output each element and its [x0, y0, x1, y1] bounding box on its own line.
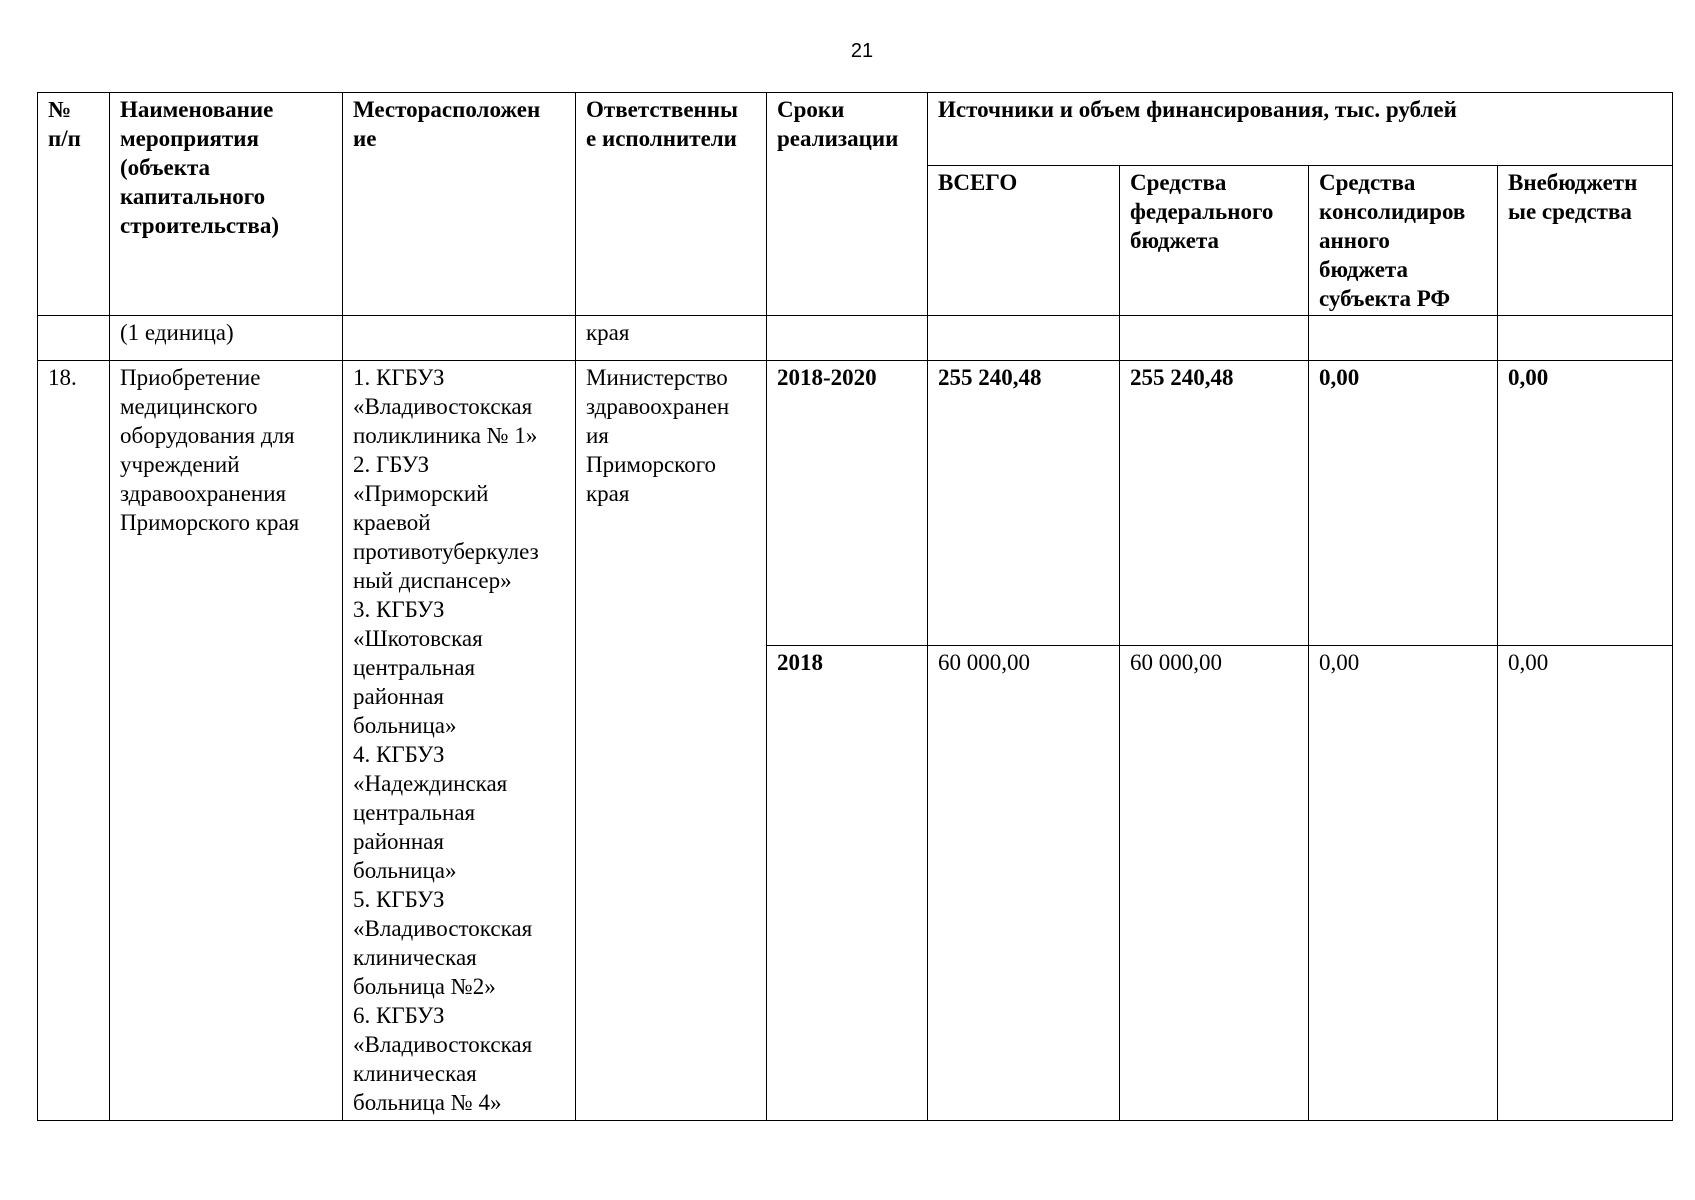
- row18-federal-all: 255 240,48: [1120, 361, 1309, 646]
- row18-federal-2018: 60 000,00: [1120, 646, 1309, 1121]
- page-number: 21: [850, 40, 874, 62]
- row18-total-2018: 60 000,00: [928, 646, 1120, 1121]
- row18-consolidated-2018: 0,00: [1309, 646, 1498, 1121]
- row18-extrabudget-all: 0,00: [1498, 361, 1673, 646]
- header-terms: Сроки реализации: [767, 93, 928, 316]
- table-row: [38, 361, 1673, 646]
- cont-responsible: края: [576, 316, 767, 361]
- row18-term-total: 2018-2020: [767, 361, 928, 646]
- cont-num: [38, 316, 110, 361]
- row18-num: 18.: [38, 361, 110, 1121]
- header-responsible: Ответственны е исполнители: [576, 93, 767, 316]
- row18-location: 1. КГБУЗ «Владивостокская поликлиника № 1» 2. ГБУЗ «Приморский краевой противотуберкулез ный диспансер» 3. КГБУЗ «Шкотовская центральная районная больница» 4. КГБУЗ «Надеждинская центральная районная больница» 5. КГБУЗ «Владивостокская клиническая больница №2» 6. КГБУЗ «Владивостокская клиническая больница № 4»: [343, 361, 576, 1121]
- header-num: № п/п: [38, 93, 110, 316]
- row18-total-all: 255 240,48: [928, 361, 1120, 646]
- row18-consolidated-all: 0,00: [1309, 361, 1498, 646]
- header-total: ВСЕГО: [928, 166, 1120, 316]
- cont-federal: [1120, 316, 1309, 361]
- header-federal: Средства федерального бюджета: [1120, 166, 1309, 316]
- cont-extrabudget: [1498, 316, 1673, 361]
- row18-term-2018: 2018: [767, 646, 928, 1121]
- header-row-1: [38, 93, 1673, 166]
- cont-total: [928, 316, 1120, 361]
- cont-name: (1 единица): [110, 316, 343, 361]
- row18-name: Приобретение медицинского оборудования для учреждений здравоохранения Приморского края: [110, 361, 343, 1121]
- header-extrabudget: Внебюджетн ые средства: [1498, 166, 1673, 316]
- cont-terms: [767, 316, 928, 361]
- header-location: Месторасположен ие: [343, 93, 576, 316]
- header-name: Наименование мероприятия (объекта капитального строительства): [110, 93, 343, 316]
- cont-consolidated: [1309, 316, 1498, 361]
- continuation-row: [38, 316, 1673, 361]
- header-funding-group: Источники и объем финансирования, тыс. рублей: [928, 93, 1673, 166]
- row18-extrabudget-2018: 0,00: [1498, 646, 1673, 1121]
- cont-location: [343, 316, 576, 361]
- row18-responsible: Министерство здравоохранен ия Приморского края: [576, 361, 767, 1121]
- header-consolidated: Средства консолидиров анного бюджета субъекта РФ: [1309, 166, 1498, 316]
- funding-table: [37, 92, 1673, 1121]
